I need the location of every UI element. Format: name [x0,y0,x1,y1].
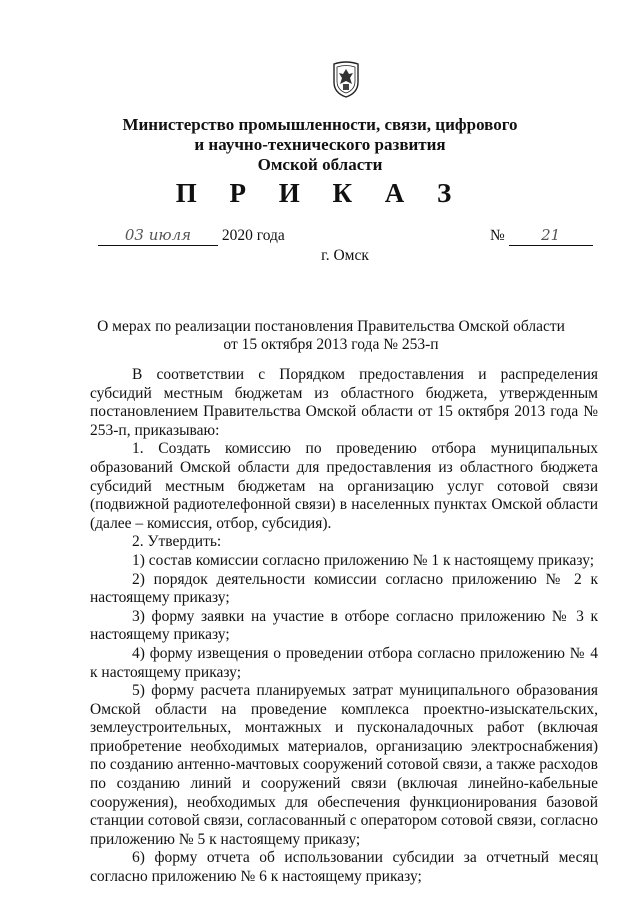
org-name-line-1: Министерство промышленности, связи, цифрового [122,115,518,134]
paragraph-subitem-4: 4) форму извещения о проведении отбора согласно приложению № 4 к настоящему приказу; [90,644,598,681]
date-field [98,226,285,246]
date-handwritten: 03 июля [124,226,192,244]
order-body [90,366,598,887]
org-name-line-2: и научно-технического развития [194,135,446,154]
number-label: № [490,227,505,244]
city: г. Омск [321,247,369,264]
paragraph-subitem-3: 3) форму заявки на участие в отборе согласно приложению № 3 к настоящему приказу; [90,607,598,644]
paragraph-preamble: В соответствии с Порядком предоставления и распределения субсидий местным бюджетам из областного бюджета, утвержденным постановлением Правительства Омской области от 15 октября 2013 года № 253-п, приказываю: [90,366,598,439]
subject-line-1: О мерах по реализации постановления Правительства Омской области [97,318,565,335]
subject-line-2: от 15 октября 2013 года № 253-п [223,336,439,353]
paragraph-subitem-1: 1) состав комиссии согласно приложению № 1 к настоящему приказу; [132,551,595,569]
paragraph-subitem-2: 2) порядок деятельности комиссии согласно приложению № 2 к настоящему приказу; [90,570,598,607]
paragraph-item-1: 1. Создать комиссию по проведению отбора муниципальных образований Омской области для предоставления из областного бюджета субсидий местным бюджетам на организацию услуг сотовой связи (подвижной радиотелефонной связи) в населенных пунктах Омской области (далее – комиссия, отбор, субсидия). [90,440,598,532]
number-handwritten: 21 [541,226,561,244]
org-name-line-3: Омской области [257,155,383,174]
document-title: П Р И К А З [175,178,465,208]
coat-of-arms-emblem [331,60,361,98]
paragraph-subitem-6: 6) форму отчета об использовании субсидии за отчетный месяц согласно приложению № 6 к настоящему приказу; [90,849,598,886]
subject [0,318,640,354]
date-year: 2020 года [221,227,285,244]
paragraph-item-2: 2. Утвердить: [132,533,222,551]
paragraph-subitem-5: 5) форму расчета планируемых затрат муниципального образования Омской области на проведение комплекса проектно-изыскательских, землеустроительных, монтажных и пусконаладочных работ (включая приобретение необходимых материалов, организацию электроснабжения) по созданию антенно-мачтовых сооружений сотовой связи, а также расходов по созданию линий и сооружений связи (включая линейно-кабельные сооружения), необходимых для обеспечения функционирования базовой станции сотовой связи, согласованный с оператором сотовой связи, согласно приложению № 5 к настоящему приказу; [90,682,598,848]
number-field [490,226,593,246]
